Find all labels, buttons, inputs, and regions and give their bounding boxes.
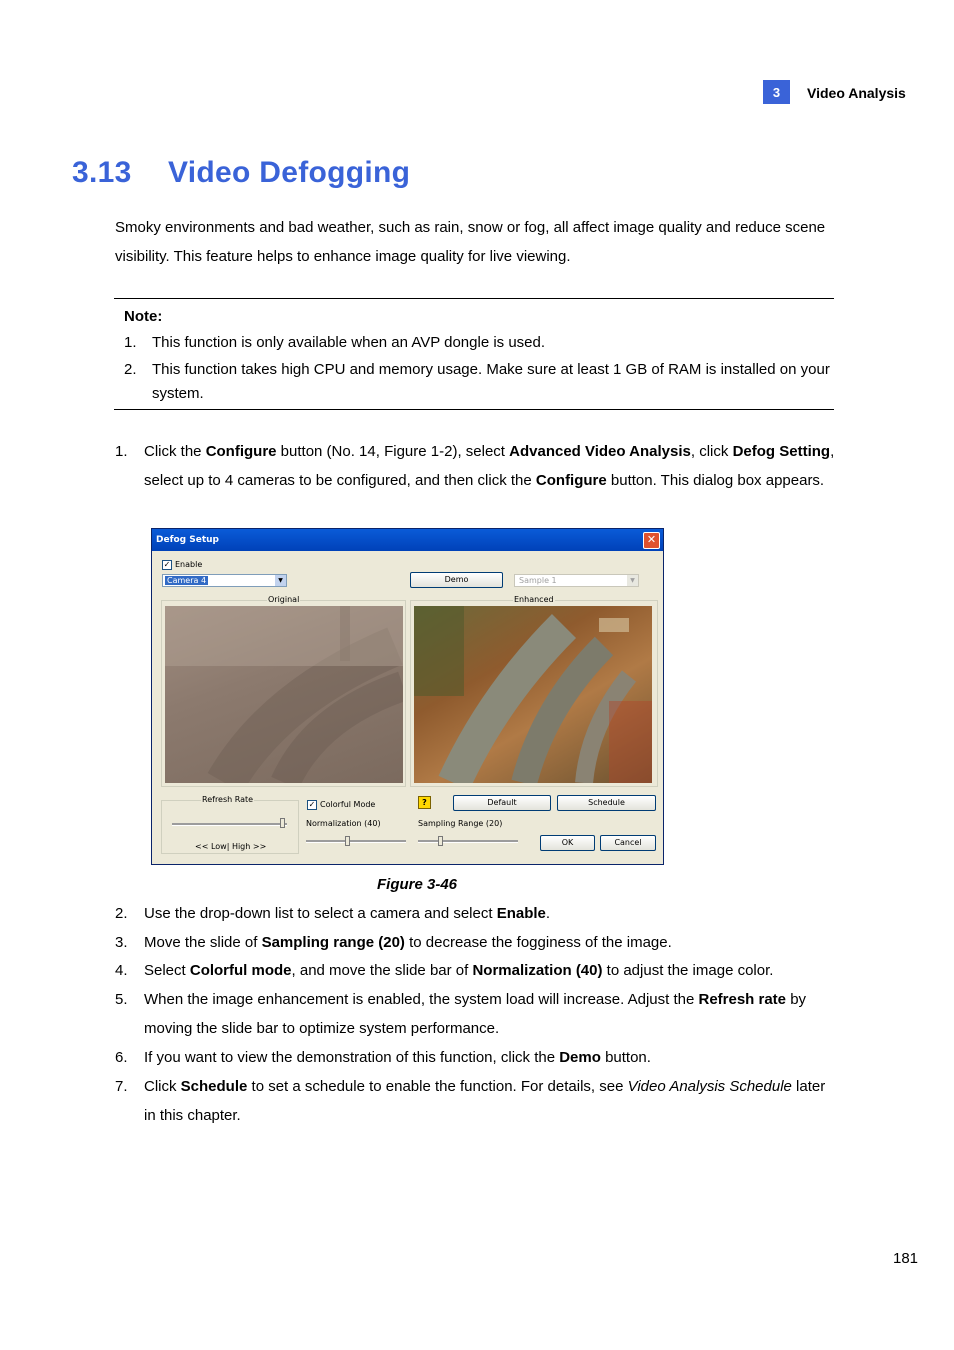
section-heading: [72, 156, 410, 190]
step-text: Select Colorful mode, and move the slide bar of Normalization (40) to adjust the image color.: [144, 962, 774, 979]
chapter-number-badge: 3: [763, 80, 790, 104]
enhanced-label: Enhanced: [514, 595, 554, 604]
step-number: 5.: [115, 991, 128, 1008]
demo-button[interactable]: Demo: [410, 572, 503, 588]
step-text: Use the drop-down list to select a camera and select Enable.: [144, 905, 551, 922]
foggy-highway-image: [165, 606, 403, 783]
intro-paragraph: Smoky environments and bad weather, such as rain, snow or fog, all affect image quality and reduce scene visibility. This feature helps to enhance image quality for live viewing.: [115, 219, 826, 265]
help-icon[interactable]: ?: [418, 796, 431, 809]
sampling-range-slider-track[interactable]: [418, 840, 518, 843]
colorful-mode-label: Colorful Mode: [320, 800, 376, 809]
step-number: 4.: [115, 962, 128, 979]
enable-label: Enable: [175, 560, 203, 569]
original-group: [161, 595, 406, 787]
step-text: If you want to view the demonstration of this function, click the Demo button.: [144, 1049, 651, 1066]
figure-caption: Figure 3-46: [377, 876, 458, 893]
section-number: 3.13: [72, 156, 132, 189]
step-text: Move the slide of Sampling range (20) to decrease the fogginess of the image.: [144, 934, 672, 951]
step-number: 3.: [115, 934, 128, 951]
defog-setup-dialog: [151, 528, 664, 865]
section-title: Video Defogging: [168, 156, 411, 189]
schedule-button[interactable]: Schedule: [557, 795, 656, 811]
note-title: Note:: [124, 308, 163, 325]
ok-button[interactable]: OK: [540, 835, 595, 851]
step-text: Click Schedule to set a schedule to enable the function. For details, see Video Analysis Schedule later in this chapter.: [144, 1078, 826, 1124]
enhanced-video-image: [414, 606, 652, 783]
enhanced-highway-image: [414, 606, 652, 783]
refresh-rate-group: [161, 795, 299, 854]
refresh-rate-label: Refresh Rate: [202, 795, 254, 804]
close-icon[interactable]: ✕: [643, 532, 660, 549]
dialog-titlebar[interactable]: [152, 529, 663, 551]
sampling-range-label: Sampling Range (20): [418, 819, 503, 828]
colorful-mode-checkbox[interactable]: ✓: [308, 800, 316, 809]
enhanced-group: [410, 595, 658, 787]
camera-select-value: Camera 4: [167, 576, 207, 585]
chevron-down-icon[interactable]: ▼: [627, 575, 638, 586]
camera-select[interactable]: [162, 574, 287, 587]
normalization-slider-track[interactable]: [306, 840, 406, 843]
step-number: 2.: [115, 905, 128, 922]
sample-select-value: Sample 1: [519, 576, 557, 585]
note-item-text: This function is only available when an AVP dongle is used.: [152, 334, 546, 351]
refresh-rate-slider-thumb[interactable]: [280, 818, 285, 828]
cancel-button[interactable]: Cancel: [600, 835, 656, 851]
normalization-label: Normalization (40): [306, 819, 381, 828]
dialog-title: Defog Setup: [156, 535, 219, 545]
low-high-label: << Low| High >>: [195, 842, 267, 851]
default-button[interactable]: Default: [453, 795, 551, 811]
step-text: Click the Configure button (No. 14, Figure 1-2), select Advanced Video Analysis, click Defog Setting, select up to 4 cameras to be configured, and then click the Configure button. This dialog box appears.: [144, 443, 835, 489]
normalization-slider-thumb[interactable]: [345, 836, 350, 846]
page-number: 181: [893, 1250, 919, 1267]
step-number: 6.: [115, 1049, 128, 1066]
sample-select[interactable]: [514, 574, 639, 587]
note-item-number: 1.: [124, 334, 137, 351]
original-label: Original: [268, 595, 300, 604]
step-number: 7.: [115, 1078, 128, 1095]
note-box: [114, 298, 834, 410]
note-item-number: 2.: [124, 361, 137, 378]
sampling-range-slider-thumb[interactable]: [438, 836, 443, 846]
refresh-rate-slider-track[interactable]: [172, 823, 287, 826]
step-text: When the image enhancement is enabled, the system load will increase. Adjust the Refresh rate by moving the slide bar to optimize system performance.: [144, 991, 807, 1037]
chapter-title: Video Analysis: [807, 85, 906, 101]
original-video-image: [165, 606, 403, 783]
step-number: 1.: [115, 443, 128, 460]
note-item-text: This function takes high CPU and memory usage. Make sure at least 1 GB of RAM is installed on your system.: [152, 361, 830, 402]
chevron-down-icon[interactable]: ▼: [275, 575, 286, 586]
enable-checkbox[interactable]: ✓: [163, 560, 171, 569]
